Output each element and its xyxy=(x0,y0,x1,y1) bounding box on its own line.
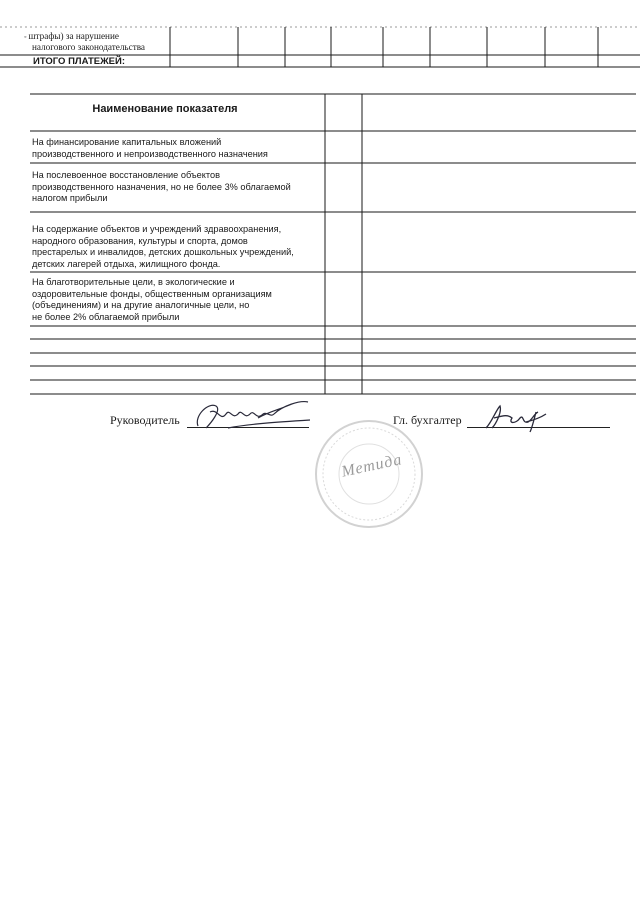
row-label-line: налогового законодательства xyxy=(32,42,145,52)
row-label-line: штрафы) за нарушение xyxy=(28,31,119,41)
tax-penalties-label: ◦ штрафы) за нарушение xyxy=(24,31,119,41)
table-row: На содержание объектов и учреждений здравоохранения, народного образования, культуры и спорта, домов престарелых и инвалидов, детских дошкольных учреждений, детских лагерей отдыха, жилищного фонда. xyxy=(32,224,294,269)
table-row: На благотворительные цели, в экологические и оздоровительные фонды, общественным организациям (объединениям) и на другие аналогичные цели, но не более 2% облагаемой прибыли xyxy=(32,277,272,322)
stamp-text: Метида xyxy=(340,451,404,481)
director-signature-icon xyxy=(188,398,318,434)
accountant-signature-icon xyxy=(482,402,552,434)
director-label: Руководитель xyxy=(110,413,180,427)
indicator-name-header: Наименование показателя xyxy=(92,103,238,115)
table-row: На финансирование капитальных вложений производственного и непроизводственного назначения xyxy=(32,137,268,159)
table-row: На послевоенное восстановление объектов производственного назначения, но не более 3% облагаемой налогом прибыли xyxy=(32,170,291,204)
chief-accountant-label: Гл. бухгалтер xyxy=(393,413,462,427)
total-payments-label: ИТОГО ПЛАТЕЖЕЙ: xyxy=(33,56,126,67)
